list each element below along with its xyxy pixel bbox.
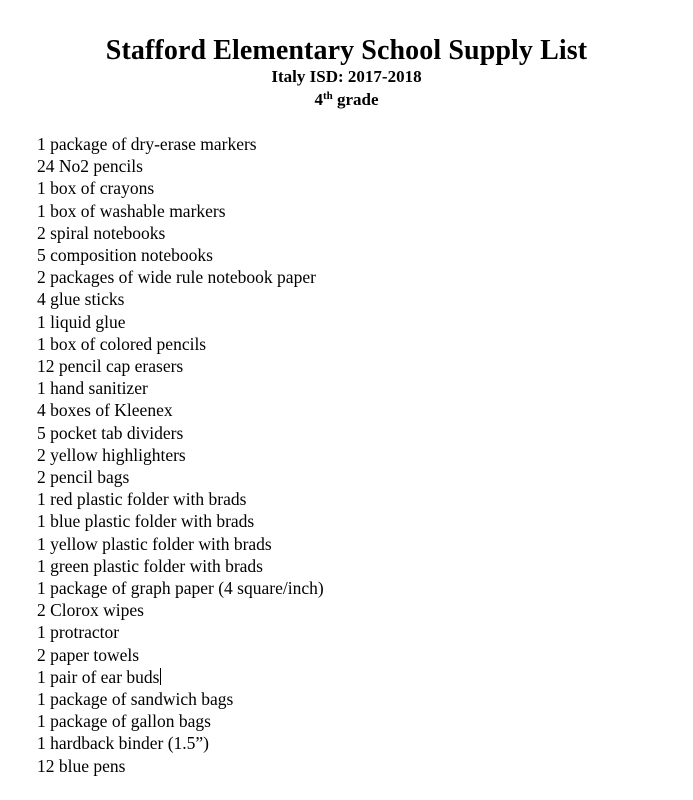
list-item: 1 hand sanitizer <box>37 378 148 399</box>
grade-number: 4 <box>314 90 323 109</box>
list-item: 2 packages of wide rule notebook paper <box>37 267 316 288</box>
list-item: 2 Clorox wipes <box>37 600 144 621</box>
list-item: 1 box of crayons <box>37 178 155 199</box>
list-item: 1 hardback binder (1.5”) <box>37 733 210 754</box>
list-item: 1 box of colored pencils <box>37 333 207 354</box>
list-item: 1 package of gallon bags <box>37 711 211 732</box>
list-item: 5 pocket tab dividers <box>37 422 184 443</box>
list-item-text: 1 pair of ear buds <box>37 666 160 687</box>
list-item: 1 green plastic folder with brads <box>37 555 263 576</box>
list-item: 1 yellow plastic folder with brads <box>37 533 272 554</box>
list-item: 1 package of graph paper (4 square/inch) <box>37 578 324 599</box>
list-item-with-caret[interactable] <box>37 666 324 688</box>
list-item: 24 No2 pencils <box>37 156 143 177</box>
list-item: 12 blue pens <box>37 755 126 776</box>
list-item: 12 pencil cap erasers <box>37 356 184 377</box>
grade-suffix: th <box>322 90 333 102</box>
list-item: 1 box of washable markers <box>37 200 226 221</box>
text-cursor <box>160 668 161 685</box>
supply-list <box>37 133 324 777</box>
list-item: 2 yellow highlighters <box>37 444 186 465</box>
grade-word: grade <box>336 90 379 109</box>
list-item: 1 protractor <box>37 622 120 643</box>
list-item: 2 paper towels <box>37 644 140 665</box>
list-item: 4 boxes of Kleenex <box>37 400 173 421</box>
list-item: 1 package of sandwich bags <box>37 689 234 710</box>
list-item: 2 pencil bags <box>37 467 130 488</box>
list-item: 2 spiral notebooks <box>37 222 166 243</box>
list-item: 1 blue plastic folder with brads <box>37 511 255 532</box>
list-item: 1 liquid glue <box>37 311 126 332</box>
district-year-subtitle: Italy ISD: 2017-2018 <box>271 67 422 86</box>
list-item: 1 red plastic folder with brads <box>37 489 247 510</box>
page-title: Stafford Elementary School Supply List <box>105 35 588 66</box>
list-item: 1 package of dry-erase markers <box>37 134 257 154</box>
list-item: 4 glue sticks <box>37 289 125 310</box>
grade-heading <box>0 88 693 112</box>
list-item: 5 composition notebooks <box>37 245 213 266</box>
